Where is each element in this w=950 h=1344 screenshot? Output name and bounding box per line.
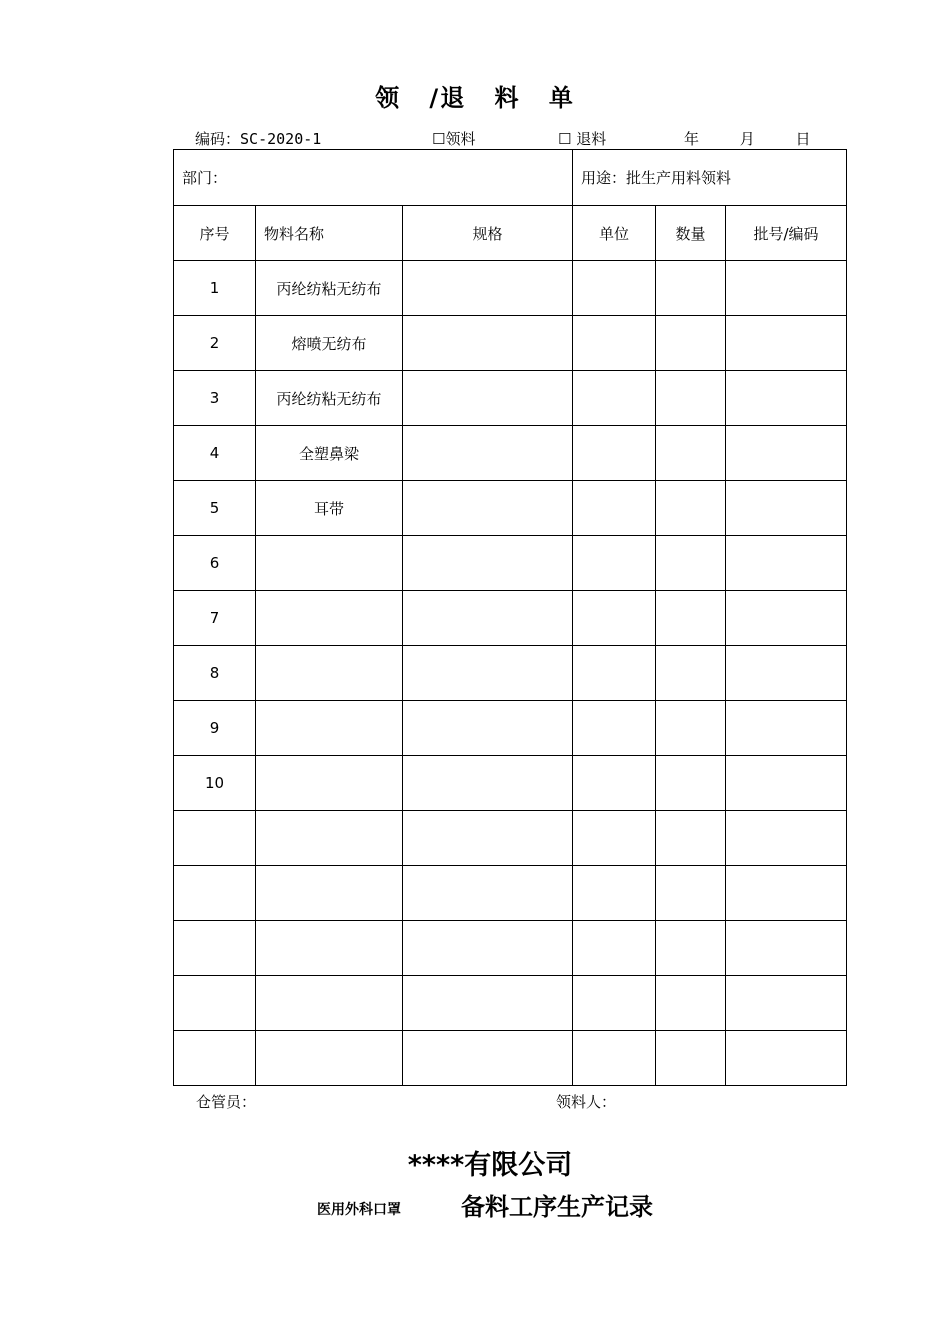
table-cell <box>726 811 847 866</box>
table-cell <box>726 866 847 921</box>
table-cell: 全塑鼻梁 <box>256 426 403 481</box>
table-cell <box>403 701 573 756</box>
table-cell <box>656 536 726 591</box>
column-header: 单位 <box>573 206 656 261</box>
table-cell <box>656 426 726 481</box>
table-row <box>174 646 847 701</box>
table-row <box>174 866 847 921</box>
table-cell <box>256 536 403 591</box>
table-cell <box>726 756 847 811</box>
table-cell <box>403 316 573 371</box>
table-cell <box>656 921 726 976</box>
table-cell <box>573 536 656 591</box>
table-row <box>174 811 847 866</box>
table-cell <box>174 1031 256 1086</box>
table-cell: 8 <box>174 646 256 701</box>
column-header: 序号 <box>174 206 256 261</box>
table-row <box>174 701 847 756</box>
table-cell: 4 <box>174 426 256 481</box>
table-cell <box>256 921 403 976</box>
table-cell <box>726 976 847 1031</box>
table-cell <box>573 316 656 371</box>
return-checkbox[interactable]: ☐ 退料 <box>558 130 607 148</box>
table-cell: 7 <box>174 591 256 646</box>
table-cell: 1 <box>174 261 256 316</box>
table-row <box>174 316 847 371</box>
table-cell <box>656 866 726 921</box>
table-cell <box>656 976 726 1031</box>
receiver-signature: 领料人： <box>556 1093 617 1111</box>
table-cell: 熔喷无纺布 <box>256 316 403 371</box>
table-cell <box>656 591 726 646</box>
table-cell <box>726 1031 847 1086</box>
table-cell <box>726 646 847 701</box>
warehouse-keeper-signature: 仓管员： <box>196 1093 257 1111</box>
table-cell <box>403 756 573 811</box>
table-cell <box>726 536 847 591</box>
table-cell: 2 <box>174 316 256 371</box>
table-cell <box>656 316 726 371</box>
table-row <box>174 481 847 536</box>
table-cell <box>656 371 726 426</box>
table-cell <box>573 426 656 481</box>
table-cell <box>726 371 847 426</box>
table-row <box>174 756 847 811</box>
table-row <box>174 261 847 316</box>
table-cell <box>656 646 726 701</box>
table-cell <box>726 316 847 371</box>
table-cell <box>403 976 573 1031</box>
form-title: 领 /退 料 单 <box>375 84 575 112</box>
table-cell <box>403 1031 573 1086</box>
table-cell <box>726 701 847 756</box>
column-header: 物料名称 <box>256 206 403 261</box>
table-cell: 9 <box>174 701 256 756</box>
table-cell <box>573 866 656 921</box>
table-cell <box>726 481 847 536</box>
table-cell <box>403 866 573 921</box>
table-cell <box>403 921 573 976</box>
table-row <box>174 371 847 426</box>
table-cell <box>656 811 726 866</box>
form-code <box>195 128 321 149</box>
table-cell: 耳带 <box>256 481 403 536</box>
table-cell: 10 <box>174 756 256 811</box>
table-row <box>174 976 847 1031</box>
info-row <box>174 150 847 206</box>
table-body <box>174 150 847 1086</box>
table-cell: 6 <box>174 536 256 591</box>
table-cell <box>573 261 656 316</box>
table-cell <box>573 701 656 756</box>
form-code-label: 编码： <box>195 130 241 148</box>
table-cell <box>403 371 573 426</box>
form-code-value: SC-2020-1 <box>240 130 322 148</box>
table-row <box>174 426 847 481</box>
table-row <box>174 921 847 976</box>
receive-checkbox[interactable]: ☐领料 <box>432 130 476 148</box>
table-row <box>174 1031 847 1086</box>
table-cell <box>726 921 847 976</box>
table-cell <box>403 261 573 316</box>
record-title: 备料工序生产记录 <box>461 1193 653 1221</box>
table-cell <box>403 646 573 701</box>
table-cell <box>573 646 656 701</box>
table-cell <box>573 976 656 1031</box>
table-cell <box>573 921 656 976</box>
column-header: 数量 <box>656 206 726 261</box>
table-cell <box>256 701 403 756</box>
table-cell <box>174 921 256 976</box>
table-cell <box>256 976 403 1031</box>
date-field: 年 月 日 <box>684 130 811 148</box>
table-cell <box>656 756 726 811</box>
table-cell <box>573 371 656 426</box>
table-cell: 丙纶纺粘无纺布 <box>256 371 403 426</box>
table-cell <box>403 481 573 536</box>
table-header-row <box>174 206 847 261</box>
table-cell <box>656 1031 726 1086</box>
table-cell <box>573 591 656 646</box>
table-cell <box>726 426 847 481</box>
table-cell <box>403 536 573 591</box>
table-cell <box>256 811 403 866</box>
material-table <box>173 149 847 1086</box>
table-cell <box>174 811 256 866</box>
purpose-field: 用途：批生产用料领料 <box>573 150 847 206</box>
table-cell <box>726 591 847 646</box>
table-cell <box>573 756 656 811</box>
table-cell <box>256 646 403 701</box>
table-cell <box>656 701 726 756</box>
table-cell <box>726 261 847 316</box>
table-cell <box>403 426 573 481</box>
table-cell <box>656 261 726 316</box>
table-cell <box>573 481 656 536</box>
department-field: 部门： <box>174 150 573 206</box>
table-cell <box>174 976 256 1031</box>
column-header: 规格 <box>403 206 573 261</box>
table-cell <box>656 481 726 536</box>
table-cell <box>403 811 573 866</box>
column-header: 批号/编码 <box>726 206 847 261</box>
table-row <box>174 536 847 591</box>
table-cell: 3 <box>174 371 256 426</box>
table-cell <box>403 591 573 646</box>
table-cell <box>256 866 403 921</box>
table-cell: 丙纶纺粘无纺布 <box>256 261 403 316</box>
table-cell <box>573 1031 656 1086</box>
company-name: ****有限公司 <box>407 1150 573 1181</box>
table-cell <box>256 756 403 811</box>
table-cell <box>174 866 256 921</box>
table-cell <box>573 811 656 866</box>
table-cell <box>256 1031 403 1086</box>
table-row <box>174 591 847 646</box>
table-cell: 5 <box>174 481 256 536</box>
table-cell <box>256 591 403 646</box>
product-name: 医用外科口罩 <box>317 1202 401 1218</box>
